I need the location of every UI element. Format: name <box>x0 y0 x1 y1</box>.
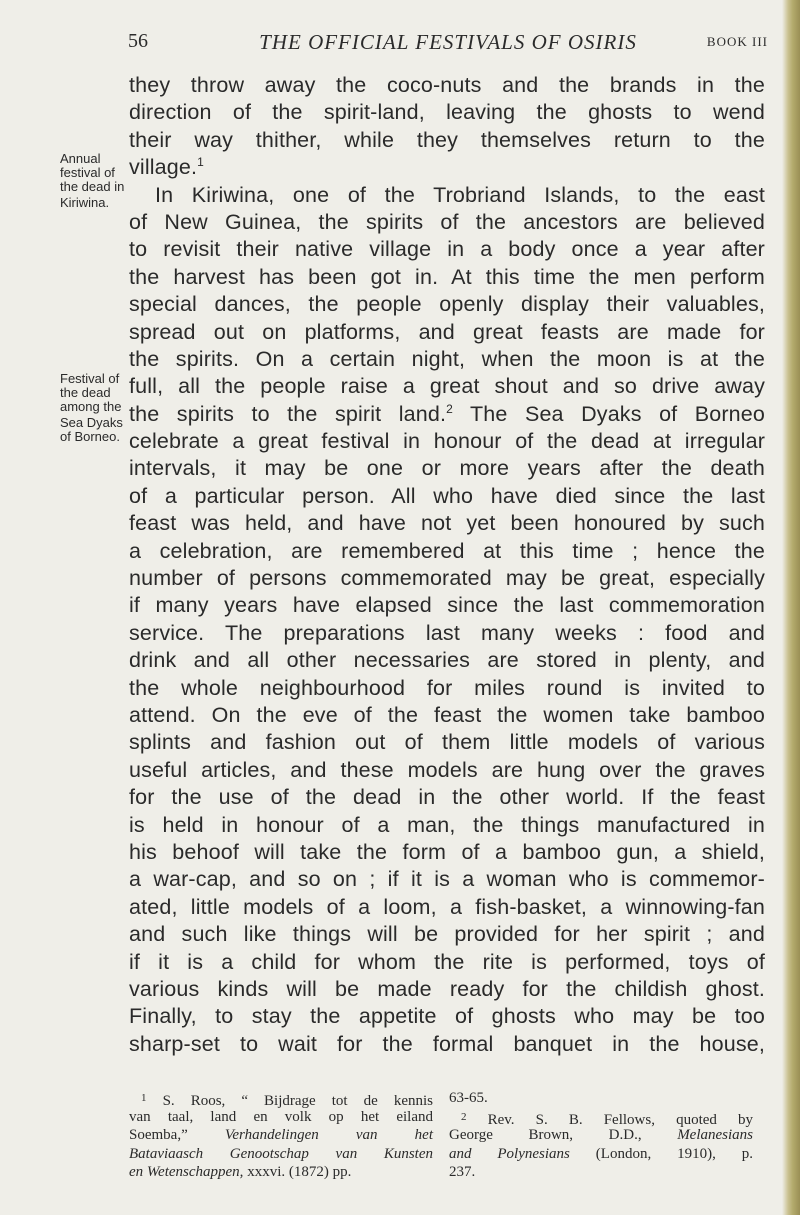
body-line: attend. On the eve of the feast the women take bamboo <box>129 702 765 727</box>
body-line: feast was held, and have not yet been honoured by such <box>129 511 765 536</box>
marginal-note-line: Sea Dyaks <box>60 415 123 430</box>
body-line: of a particular person. All who have died since the last <box>129 483 765 508</box>
body-line: direction of the spirit-land, leaving the ghosts to wend <box>129 100 765 125</box>
body-line: the spirits. On a certain night, when the moon is at the <box>129 346 765 371</box>
running-title: THE OFFICIAL FESTIVALS OF OSIRIS <box>259 30 637 54</box>
body-line: ated, little models of a loom, a fish-basket, a winnowing-fan <box>129 894 765 919</box>
footnote-1 <box>129 1089 433 1182</box>
footnote-2 <box>449 1089 753 1182</box>
body-line: and such like things will be provided for her spirit ; and <box>129 922 765 947</box>
marginal-note-line: Annual <box>60 151 101 166</box>
body-line: of New Guinea, the spirits of the ancestors are believed <box>129 209 765 234</box>
body-line: if it is a child for whom the rite is performed, toys of <box>129 949 765 974</box>
marginal-note-line: the dead <box>60 385 111 400</box>
body-line-text: the spirits to the spirit land. <box>129 401 447 426</box>
footnote-line: 63-65. <box>449 1090 488 1106</box>
book-label: BOOK III <box>706 34 768 49</box>
body-line: his behoof will take the form of a bamboo gun, a shield, <box>129 839 765 864</box>
footnote-text: George Brown, D.D., <box>449 1127 642 1144</box>
marginal-note-line: festival of <box>60 165 115 180</box>
footnote-italic: en <box>129 1164 147 1181</box>
marginal-note-line: the dead in <box>60 179 125 194</box>
body-line: for the use of the dead in the other world. If the feast <box>129 785 765 810</box>
footnote-line <box>449 1108 753 1127</box>
footnote-text: (London, 1910), p. <box>569 1145 753 1162</box>
footnote-italic: and Polynesians <box>449 1145 570 1162</box>
body-line: full, all the people raise a great shout and so drive away <box>129 374 765 399</box>
body-line: In Kiriwina, one of the Trobriand Islands, to the east <box>155 182 765 207</box>
footnote-italic: Wetenschappen, <box>146 1164 244 1181</box>
marginal-note-line: Festival of <box>60 371 120 386</box>
footnote-text: S. Roos, “ Bijdrage tot de kennis <box>162 1093 434 1109</box>
body-line: special dances, the people openly display their valuables, <box>129 292 765 317</box>
body-line: splints and fashion out of them little models of various <box>129 730 765 755</box>
body-line: intervals, it may be one or more years after the death <box>129 456 765 481</box>
body-line: they throw away the coco-nuts and the brands in the <box>129 73 765 97</box>
body-line: a war-cap, and so on ; if it is a woman who is commemor- <box>129 867 765 892</box>
footnote-text: xxxvi. (1872) pp. <box>243 1164 352 1181</box>
body-line: the harvest has been got in. At this time the men perform <box>129 264 765 289</box>
footnote-marker: 1 <box>141 1092 147 1104</box>
footnote-line <box>129 1089 433 1108</box>
marginal-note-line: of Borneo. <box>60 429 120 444</box>
footnote-text: Soemba,” <box>129 1127 188 1144</box>
body-line: is held in honour of a man, the things manufactured in <box>129 812 765 837</box>
body-line: useful articles, and these models are hung over the graves <box>129 757 765 782</box>
footnote-line: 237. <box>449 1164 476 1181</box>
page-header <box>128 30 768 60</box>
footnote-line <box>129 1126 433 1145</box>
body-line: if many years have elapsed since the last commemoration <box>129 593 765 618</box>
marginal-note-line: Kiriwina. <box>60 195 110 210</box>
page-number: 56 <box>128 30 148 52</box>
body-line-text: village. <box>129 155 198 180</box>
body-line-text: The Sea Dyaks of Borneo <box>452 401 765 426</box>
body-line <box>129 401 765 428</box>
footnote-text: Rev. S. B. Fellows, quoted by <box>487 1111 753 1128</box>
body-line: to revisit their native village in a body once a year after <box>129 237 765 262</box>
footnote-line: van taal, land en volk op het eiland <box>129 1108 433 1125</box>
footnote-italic: Verhandelingen van het <box>224 1127 434 1144</box>
body-line: service. The preparations last many weeks : food and <box>129 620 765 645</box>
body-line: spread out on platforms, and great feasts are made for <box>129 319 765 344</box>
footnote-line <box>129 1163 433 1182</box>
footnote-line <box>449 1145 753 1164</box>
marginal-note-sea-dyaks <box>60 372 128 444</box>
marginal-note-kiriwina <box>60 152 128 210</box>
body-text <box>129 72 765 1058</box>
body-line: number of persons commemorated may be great, especially <box>129 566 765 591</box>
footnote-marker: 2 <box>461 1110 467 1123</box>
footnote-ref: 2 <box>446 401 453 416</box>
body-line: Finally, to stay the appetite of ghosts who may be too <box>129 1004 765 1029</box>
footnote-italic: Melanesians <box>677 1127 754 1144</box>
body-line: sharp-set to wait for the formal banquet in the house, <box>129 1031 765 1056</box>
footnote-ref: 1 <box>197 155 204 170</box>
body-line: drink and all other necessaries are stored in plenty, and <box>129 648 765 673</box>
marginal-note-line: among the <box>60 399 122 414</box>
body-line: the whole neighbourhood for miles round is invited to <box>129 675 765 700</box>
body-line <box>129 154 765 181</box>
footnote-line <box>449 1126 753 1145</box>
body-line: their way thither, while they themselves return to the <box>129 127 765 152</box>
footnote-line: Bataviaasch Genootschap van Kunsten <box>129 1145 433 1162</box>
body-line: celebrate a great festival in honour of the dead at irregular <box>129 429 765 454</box>
body-line: a celebration, are remembered at this time ; hence the <box>129 538 765 563</box>
page-edge <box>782 0 800 1215</box>
body-line: various kinds will be made ready for the childish ghost. <box>129 976 765 1001</box>
